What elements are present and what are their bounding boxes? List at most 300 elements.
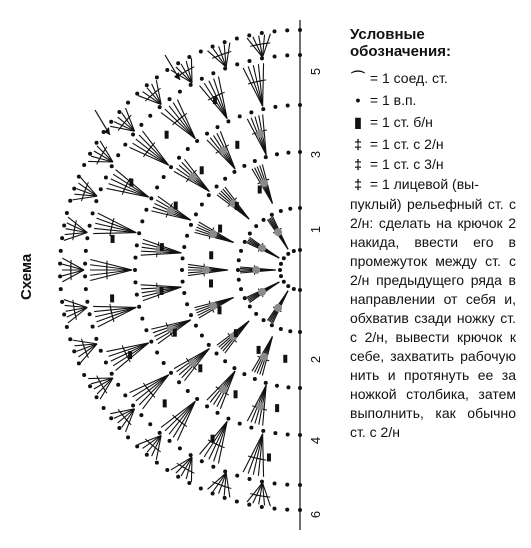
single-crochet-mark <box>174 202 178 210</box>
chain-dot <box>83 274 87 278</box>
chain-dot <box>285 28 289 32</box>
relief-stitch-shade <box>256 130 264 138</box>
chain-dot <box>155 75 159 79</box>
chain-dot <box>249 426 253 430</box>
chain-dot <box>155 461 159 465</box>
chain-dot <box>279 274 283 278</box>
single-crochet-mark <box>211 435 215 443</box>
chain-dot <box>194 212 198 216</box>
stitch-mark <box>184 349 209 381</box>
stitch-mark <box>226 473 230 497</box>
chain-dot <box>189 453 193 457</box>
chain-dot <box>254 312 258 316</box>
stitch-mark <box>90 265 132 270</box>
stitch-mark <box>73 340 97 344</box>
stitch-mark <box>263 63 264 106</box>
chain-dot <box>223 177 227 181</box>
chain-dot <box>235 62 239 66</box>
chain-dot <box>123 143 127 147</box>
front-post-icon: ‡ <box>354 176 362 192</box>
chain-dot <box>139 413 143 417</box>
chain-dot <box>72 349 76 353</box>
chain-dot <box>144 328 148 332</box>
chain-dot <box>140 317 144 321</box>
chain-dot <box>158 431 162 435</box>
chain-dot <box>59 249 63 253</box>
chain-dot <box>181 256 185 260</box>
stitch-bar <box>260 459 266 460</box>
relief-stitch-shade <box>189 173 197 181</box>
chain-dot <box>68 199 72 203</box>
chain-dot <box>243 240 247 244</box>
chain-dot <box>195 139 199 143</box>
chain-dot <box>286 252 290 256</box>
slip-stitch-icon: ⌒ <box>351 70 365 86</box>
chain-dot <box>94 199 98 203</box>
chain-dot <box>238 422 242 426</box>
single-crochet-mark <box>160 243 164 251</box>
chain-dot <box>77 175 81 179</box>
chain-dot <box>168 439 172 443</box>
chain-dot <box>279 327 283 331</box>
chain-dot <box>282 256 286 260</box>
chain-dot <box>169 165 173 169</box>
single-crochet-mark <box>111 235 115 243</box>
relief-stitch-shade <box>274 304 282 312</box>
legend-title: Условные обозначения: <box>350 26 451 60</box>
chain-dot <box>226 417 230 421</box>
row-number-5: 5 <box>308 67 324 76</box>
single-crochet-mark <box>218 306 222 314</box>
chain-dot <box>182 291 186 295</box>
chain-dot <box>95 395 99 399</box>
stitch-mark <box>93 306 136 307</box>
single-crochet-mark <box>258 186 262 194</box>
row-number-3: 3 <box>308 150 324 159</box>
chain-dot <box>286 284 290 288</box>
single-crochet-mark <box>163 399 167 407</box>
chain-dot <box>253 377 257 381</box>
single-crochet-mark <box>110 294 114 302</box>
chain-dot <box>169 371 173 375</box>
row-number-1: 1 <box>308 225 324 234</box>
chain-dot <box>239 249 243 253</box>
legend-item-chain: • = 1 в.п. <box>350 92 416 108</box>
chain-dot <box>181 280 185 284</box>
chain-dot <box>165 68 169 72</box>
chain-dot <box>176 475 180 479</box>
chain-dot <box>195 397 199 401</box>
single-crochet-mark <box>218 225 222 233</box>
legend-description: пуклый) рельефный ст. с 2/н: сделать на крючок 2 накида, ввести его в промежуток между ст. с 2/н предыдущего ряда в направлении от себя и, обхватив сзади ножку ст. с 2/н, вывести крючок к себе, захватить рабочую нить и протянуть ее за ножкой столбика, затем выполнить, как обычно ст. с 2/н <box>350 196 516 440</box>
chain-dot <box>273 55 277 59</box>
chain-dot <box>133 256 137 260</box>
chain-dot <box>162 175 166 179</box>
chain-dot <box>292 287 296 291</box>
relief-stitch-shade <box>258 244 266 252</box>
chain-dot <box>216 411 220 415</box>
chain-dot <box>186 147 190 151</box>
chain-dot <box>223 359 227 363</box>
chain-dot <box>185 234 189 238</box>
chain-dot <box>144 208 148 212</box>
relief-stitch-shade <box>219 385 227 393</box>
chain-dot <box>133 268 137 272</box>
single-crochet-mark <box>209 251 213 259</box>
chain-dot <box>110 372 114 376</box>
chain-dot <box>253 159 257 163</box>
chain-dot <box>65 211 69 215</box>
legend-item-single-crochet: ▮ = 1 ст. б/н <box>350 114 433 130</box>
chain-dot <box>247 59 251 63</box>
stitch-bar <box>212 56 218 58</box>
chain-dot <box>155 351 159 355</box>
relief-stitch-shade <box>189 359 197 367</box>
chain-dot <box>288 207 292 211</box>
chain-dot <box>83 262 87 266</box>
chain-dot <box>232 366 236 370</box>
single-crochet-mark <box>198 364 202 372</box>
row-number-6: 6 <box>308 510 324 519</box>
chain-dot <box>211 71 215 75</box>
chain-dot <box>270 213 274 217</box>
single-crochet-mark <box>200 166 204 174</box>
stitch-mark <box>62 270 84 282</box>
stitch-mark <box>62 264 84 270</box>
chain-dot <box>99 187 103 191</box>
chain-dot <box>84 287 88 291</box>
chain-dot <box>200 459 204 463</box>
chain-dot <box>145 83 149 87</box>
chain-dot <box>285 508 289 512</box>
chain-dot <box>135 293 139 297</box>
chain-dot <box>275 152 279 156</box>
chain-dot <box>65 325 69 329</box>
stitch-mark <box>191 457 192 482</box>
legend-item-front-post: ‡ = 1 лицевой (вы- <box>350 176 479 192</box>
chain-dot <box>262 318 266 322</box>
chain-dot <box>286 151 290 155</box>
chain-dot <box>200 334 204 338</box>
chain-dot <box>131 133 135 137</box>
chain-dot <box>199 487 203 491</box>
chain-dot <box>82 163 86 167</box>
chain-dot <box>62 312 66 316</box>
chain-dot <box>215 351 219 355</box>
chain-dot <box>261 429 265 433</box>
single-crochet-mark <box>234 329 238 337</box>
chain-dot <box>187 481 191 485</box>
chain-dot <box>116 383 120 387</box>
chain-dot <box>109 120 113 124</box>
chain-dot <box>135 92 139 96</box>
stitch-bar <box>75 314 76 320</box>
chain-dot <box>178 446 182 450</box>
chain-dot <box>207 193 211 197</box>
chain-dot <box>140 219 144 223</box>
relief-stitch-shade <box>274 228 282 236</box>
chain-dot <box>117 426 121 430</box>
chain-dot <box>248 232 252 236</box>
chain-dot <box>58 274 62 278</box>
chain-dot <box>238 114 242 118</box>
chain-dot <box>84 249 88 253</box>
chain-dot <box>187 55 191 59</box>
chain-dot <box>60 236 64 240</box>
chain-dot <box>282 280 286 284</box>
stitch-bar <box>145 97 149 101</box>
stitch-bar <box>264 496 270 497</box>
chain-dot <box>235 500 239 504</box>
chain-dot <box>104 176 108 180</box>
chain-dot <box>254 224 258 228</box>
chain-dot <box>68 337 72 341</box>
chain-dot <box>149 340 153 344</box>
chain-dot <box>205 404 209 408</box>
chain-dot <box>117 110 121 114</box>
relief-stitch-shade <box>202 266 210 274</box>
single-crochet-mark <box>267 453 271 461</box>
stitch-mark <box>184 159 209 191</box>
single-crochet-mark <box>275 404 279 412</box>
chain-dot <box>139 123 143 127</box>
relief-stitch-shade <box>219 147 227 155</box>
single-crochet-mark <box>173 329 177 337</box>
chain-dot <box>199 49 203 53</box>
chain-dot <box>135 444 139 448</box>
row-number-2: 2 <box>308 355 324 364</box>
legend-item-slip-stitch: ⌒ = 1 соед. ст. <box>351 70 448 86</box>
chain-dot <box>262 218 266 222</box>
single-crochet-mark <box>235 202 239 210</box>
chain-dot <box>110 164 114 168</box>
single-crochet-mark <box>235 141 239 149</box>
chain-dot <box>272 29 276 33</box>
relief-stitch-shade <box>252 266 260 274</box>
stitch-mark <box>62 258 84 270</box>
stitch-mark <box>90 270 132 275</box>
chain-dot <box>189 83 193 87</box>
single-crochet-mark <box>160 287 164 295</box>
chain-dot <box>162 361 166 365</box>
chain-dot <box>180 268 184 272</box>
chain-dot <box>123 393 127 397</box>
chain-dot <box>94 337 98 341</box>
chain-dot <box>249 110 253 114</box>
single-crochet-mark <box>234 390 238 398</box>
stitch-mark <box>207 371 235 400</box>
stitch-mark <box>263 434 264 477</box>
chain-dot <box>91 325 95 329</box>
chain-dot <box>189 313 193 317</box>
chain-dot <box>88 224 92 228</box>
stitch-mark <box>73 196 97 200</box>
chain-dot <box>242 164 246 168</box>
chain-dot <box>215 185 219 189</box>
chain-dot <box>58 262 62 266</box>
chain-dot <box>211 44 215 48</box>
chain-dot <box>149 196 153 200</box>
chain-dot <box>223 40 227 44</box>
single-crochet-mark <box>283 355 287 363</box>
chain-dot <box>85 236 89 240</box>
chain-dot <box>272 507 276 511</box>
chain-dot <box>131 403 135 407</box>
stitch-mark <box>93 233 136 234</box>
single-crochet-mark <box>128 351 132 359</box>
row-number-4: 4 <box>308 436 324 445</box>
chain-dot <box>260 31 264 35</box>
chain-dot <box>239 287 243 291</box>
chain-dot <box>236 268 240 272</box>
chain-dot <box>279 209 283 213</box>
chain-dot <box>182 245 186 249</box>
chain-dot <box>264 381 268 385</box>
chain-dot <box>177 380 181 384</box>
chain-dot <box>88 152 92 156</box>
chain-dot <box>194 324 198 328</box>
chain-dot <box>261 107 265 111</box>
chain-dot <box>260 505 264 509</box>
chain-dot <box>137 231 141 235</box>
double-treble-icon: ‡ <box>354 156 362 172</box>
chain-dot <box>216 125 220 129</box>
chain-dot <box>278 268 282 272</box>
chain-dot <box>59 287 63 291</box>
chain-dot <box>82 373 86 377</box>
chain-dot <box>292 249 296 253</box>
chain-dot <box>211 465 215 469</box>
chain-dot <box>145 453 149 457</box>
chain-dot <box>104 360 108 364</box>
chain-dot <box>109 416 113 420</box>
chain-dot <box>77 361 81 365</box>
chain-dot <box>91 211 95 215</box>
stitch-mark <box>90 270 132 280</box>
stitch-bar <box>73 234 74 240</box>
stitch-mark <box>207 140 235 169</box>
scheme-label: Схема <box>18 253 35 300</box>
chain-dot <box>223 496 227 500</box>
relief-stitch-shade <box>167 207 175 215</box>
chain-dot <box>186 389 190 393</box>
stitch-mark <box>62 270 84 276</box>
treble-icon: ‡ <box>354 136 362 152</box>
chain-dot <box>60 300 64 304</box>
chain-dot <box>285 53 289 57</box>
chain-dot <box>88 312 92 316</box>
chain-dot <box>226 119 230 123</box>
stitch-mark <box>88 161 113 162</box>
chain-dot <box>102 406 106 410</box>
single-crochet-mark <box>165 131 169 139</box>
chain-dot <box>247 477 251 481</box>
chain-dot <box>273 481 277 485</box>
relief-stitch-shade <box>209 230 217 238</box>
chain-dot <box>99 349 103 353</box>
relief-stitch-shade <box>258 288 266 296</box>
chain-dot <box>279 262 283 266</box>
stitch-bar <box>208 97 213 100</box>
chain-dot <box>200 202 204 206</box>
stitch-mark <box>90 260 132 270</box>
chain-dot <box>158 105 162 109</box>
chain-dot <box>286 385 290 389</box>
chain-dot <box>85 300 89 304</box>
chain-dot <box>211 492 215 496</box>
single-crochet-mark <box>129 179 133 187</box>
chain-dot <box>178 90 182 94</box>
legend-item-treble: ‡ = 1 ст. с 2/н <box>350 136 444 152</box>
chain-dot <box>247 33 251 37</box>
chain-dot <box>270 323 274 327</box>
chain-dot <box>205 132 209 136</box>
chain-dot <box>237 258 241 262</box>
chain-dot <box>148 114 152 118</box>
single-crochet-icon: ▮ <box>354 114 362 130</box>
chain-dot <box>135 243 139 247</box>
chain-dot <box>247 503 251 507</box>
stitch-bar <box>250 45 256 46</box>
chain-dot <box>189 223 193 227</box>
single-crochet-mark <box>209 279 213 287</box>
single-crochet-mark <box>257 346 261 354</box>
chain-dot <box>264 155 268 159</box>
chain-dot <box>286 103 290 107</box>
chain-dot <box>177 156 181 160</box>
relief-stitch-shade <box>256 402 264 410</box>
chain-dot <box>185 302 189 306</box>
stitch-bar <box>86 352 88 358</box>
chain-dot <box>116 153 120 157</box>
chain-dot <box>165 468 169 472</box>
stitch-mark <box>226 43 230 67</box>
chain-dot <box>235 474 239 478</box>
chain-dot <box>168 97 172 101</box>
chain-dot <box>176 61 180 65</box>
chain-dot <box>275 384 279 388</box>
chain-dot <box>248 304 252 308</box>
chain-dot <box>200 77 204 81</box>
chain-dot <box>237 278 241 282</box>
chain-dot <box>285 483 289 487</box>
chain-dot <box>243 296 247 300</box>
relief-stitch-shade <box>260 353 268 361</box>
single-crochet-mark <box>213 96 217 104</box>
chain-dot <box>273 105 277 109</box>
chain-dot <box>207 343 211 347</box>
chain-dot <box>235 36 239 40</box>
chain-dot <box>155 186 159 190</box>
chain-dot <box>137 305 141 309</box>
chain-dot <box>232 170 236 174</box>
chain-dot <box>288 329 292 333</box>
chain-dot <box>126 101 130 105</box>
stitch-bar <box>127 420 131 424</box>
chain-dot <box>286 433 290 437</box>
chain-dot <box>62 224 66 228</box>
chain-dot <box>72 187 76 191</box>
chain-dot <box>133 280 137 284</box>
relief-stitch-shade <box>209 302 217 310</box>
chain-dot <box>95 141 99 145</box>
chain-dot <box>88 384 92 388</box>
chain-dot <box>148 422 152 426</box>
chain-icon: • <box>355 92 361 108</box>
chain-dot <box>126 435 130 439</box>
chain-dot <box>242 372 246 376</box>
legend-item-double-treble: ‡ = 1 ст. с 3/н <box>350 156 444 172</box>
